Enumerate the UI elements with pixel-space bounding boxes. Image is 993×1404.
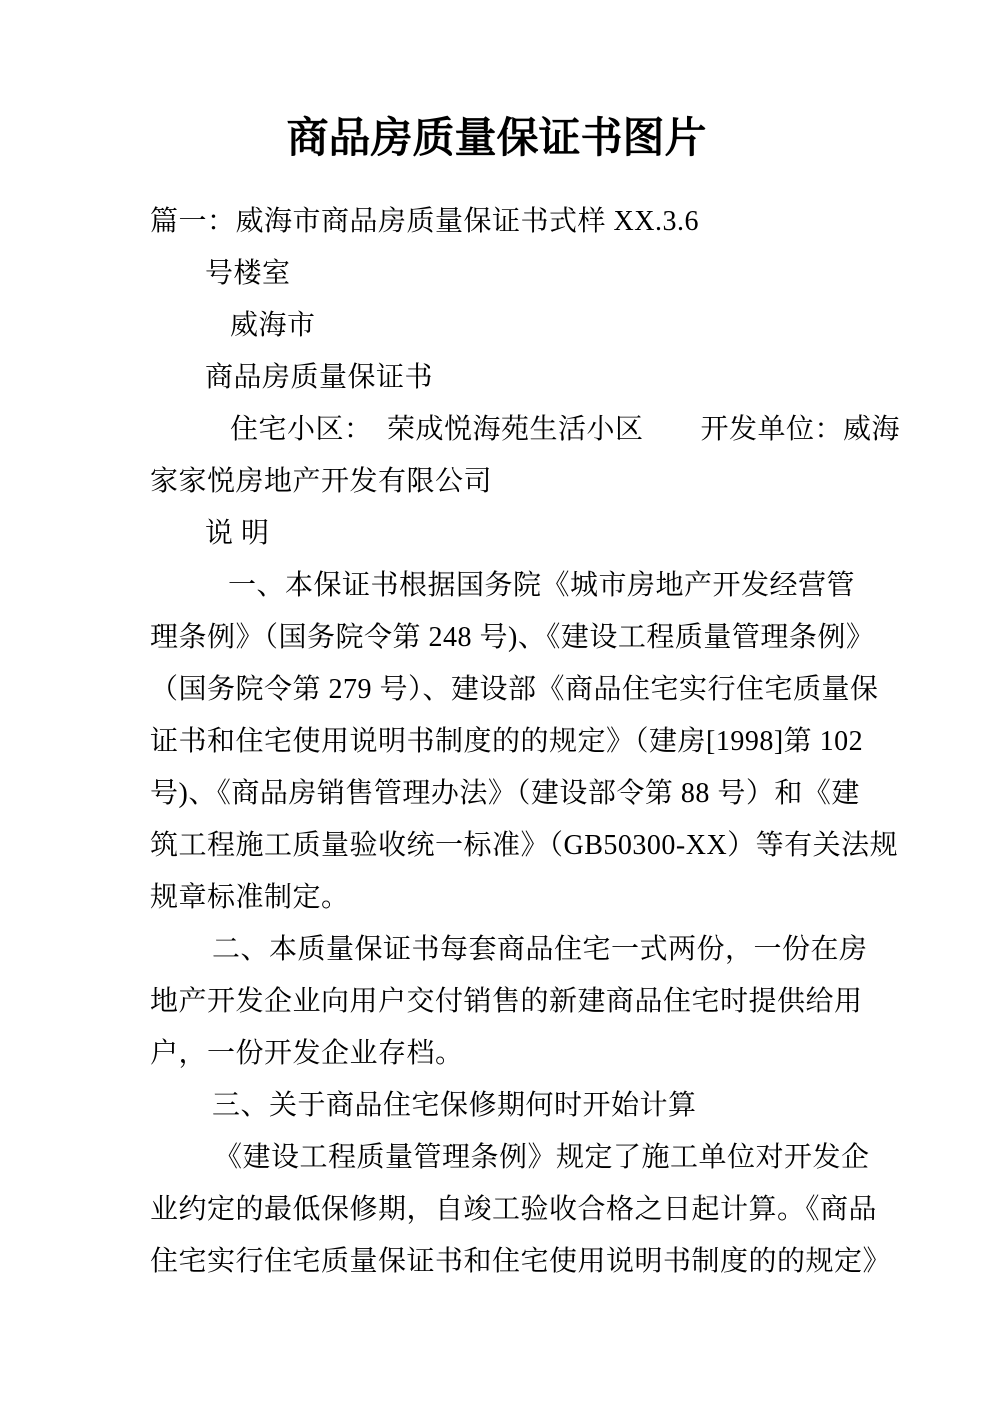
document-body bbox=[150, 196, 901, 1288]
doc-line-10: （国务院令第 279 号）、建设部《商品住宅实行住宅质量保 bbox=[150, 674, 879, 705]
doc-line-15: 二、本质量保证书每套商品住宅一式两份，一份在房 bbox=[212, 934, 868, 965]
doc-line-11: 证书和住宅使用说明书制度的的规定》（建房[1998]第 102 bbox=[150, 726, 864, 757]
doc-line-9: 理条例》（国务院令第 248 号)、《建设工程质量管理条例》 bbox=[150, 622, 875, 653]
doc-line-4: 商品房质量保证书 bbox=[205, 362, 434, 393]
doc-line-16: 地产开发企业向用户交付销售的新建商品住宅时提供给用 bbox=[150, 986, 863, 1017]
doc-line-7: 说 明 bbox=[205, 518, 270, 549]
doc-line-6: 家家悦房地产开发有限公司 bbox=[150, 466, 493, 497]
doc-line-18: 三、关于商品住宅保修期何时开始计算 bbox=[212, 1090, 697, 1121]
doc-line-2: 号楼室 bbox=[205, 258, 291, 289]
doc-line-17: 户，一份开发企业存档。 bbox=[150, 1038, 464, 1069]
doc-line-5: 住宅小区： 荣成悦海苑生活小区 开发单位：威海 bbox=[230, 414, 901, 445]
doc-line-19: 《建设工程质量管理条例》规定了施工单位对开发企 bbox=[214, 1142, 870, 1173]
doc-line-13: 筑工程施工质量验收统一标准》（GB50300-XX）等有关法规 bbox=[150, 830, 899, 861]
doc-line-12: 号)、《商品房销售管理办法》（建设部令第 88 号）和《建 bbox=[150, 778, 860, 809]
doc-line-1: 篇一：威海市商品房质量保证书式样 XX.3.6 bbox=[150, 206, 699, 237]
doc-line-8: 一、本保证书根据国务院《城市房地产开发经营管 bbox=[228, 570, 856, 601]
doc-line-3: 威海市 bbox=[230, 310, 316, 341]
doc-line-20: 业约定的最低保修期，自竣工验收合格之日起计算。《商品 bbox=[150, 1194, 878, 1225]
doc-line-21: 住宅实行住宅质量保证书和住宅使用说明书制度的的规定》 bbox=[150, 1246, 892, 1277]
document-title: 商品房质量保证书图片 bbox=[286, 116, 707, 162]
doc-line-14: 规章标准制定。 bbox=[150, 882, 350, 913]
